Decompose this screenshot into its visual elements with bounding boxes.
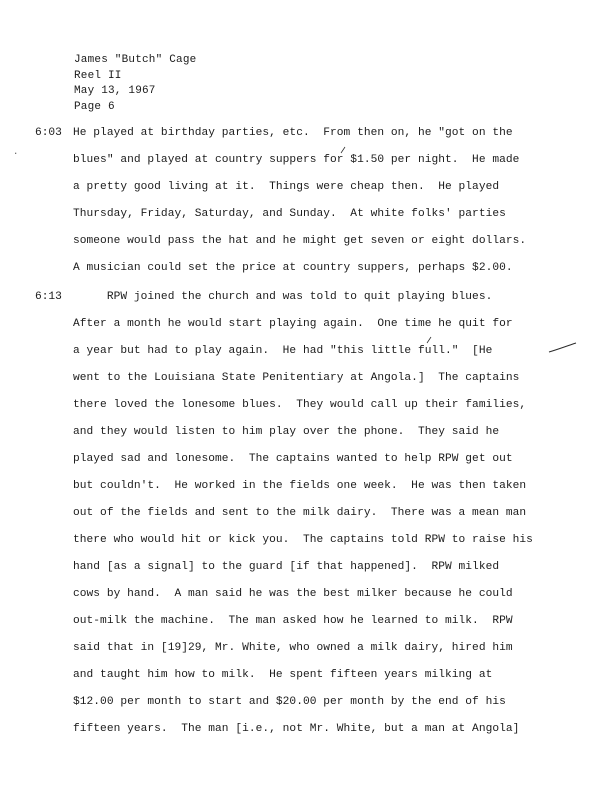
body-line: cows by hand. A man said he was the best milker because he could: [73, 588, 513, 600]
body-line: there who would hit or kick you. The captains told RPW to raise his: [73, 534, 533, 546]
time-marker: 6:13: [35, 291, 62, 303]
body-line: said that in [19]29, Mr. White, who owned a milk dairy, hired him: [73, 642, 513, 654]
body-line: a pretty good living at it. Things were cheap then. He played: [73, 181, 500, 193]
margin-pen-stroke: [548, 342, 578, 354]
body-line: played sad and lonesome. The captains wanted to help RPW get out: [73, 453, 513, 465]
body-line: fifteen years. The man [i.e., not Mr. White, but a man at Angola]: [73, 723, 520, 735]
document-header: [74, 53, 196, 115]
interviewee-name: James "Butch" Cage: [74, 54, 197, 66]
interview-date: May 13, 1967: [74, 85, 156, 97]
body-line: hand [as a signal] to the guard [if that happened]. RPW milked: [73, 561, 500, 573]
body-line: blues" and played at country suppers for $1.50 per night. He made: [73, 154, 520, 166]
body-line: but couldn't. He worked in the fields one week. He was then taken: [73, 480, 527, 492]
body-line: $12.00 per month to start and $20.00 per month by the end of his: [73, 696, 506, 708]
body-line: Thursday, Friday, Saturday, and Sunday. At white folks' parties: [73, 208, 506, 220]
body-line: After a month he would start playing again. One time he quit for: [73, 318, 513, 330]
body-line: out-milk the machine. The man asked how he learned to milk. RPW: [73, 615, 513, 627]
body-line: there loved the lonesome blues. They would call up their families,: [73, 399, 527, 411]
time-marker: 6:03: [35, 127, 62, 139]
reel-label: Reel II: [74, 69, 122, 82]
pen-tick-mark: [340, 146, 346, 154]
body-line: out of the fields and sent to the milk dairy. There was a mean man: [73, 507, 527, 519]
body-line: a year but had to play again. He had "this little full." [He: [73, 345, 493, 357]
pen-tick-mark: [426, 336, 432, 344]
page-number: Page 6: [74, 100, 115, 113]
body-line: RPW joined the church and was told to quit playing blues.: [73, 291, 493, 303]
body-line: and they would listen to him play over the phone. They said he: [73, 426, 500, 438]
scan-speck: ·: [13, 149, 19, 159]
body-line: A musician could set the price at country suppers, perhaps $2.00.: [73, 262, 513, 274]
body-line: and taught him how to milk. He spent fifteen years milking at: [73, 669, 493, 681]
body-line: someone would pass the hat and he might get seven or eight dollars.: [73, 235, 527, 247]
body-line: went to the Louisiana State Penitentiary at Angola.] The captains: [73, 372, 520, 384]
body-line: He played at birthday parties, etc. From then on, he "got on the: [73, 127, 513, 139]
